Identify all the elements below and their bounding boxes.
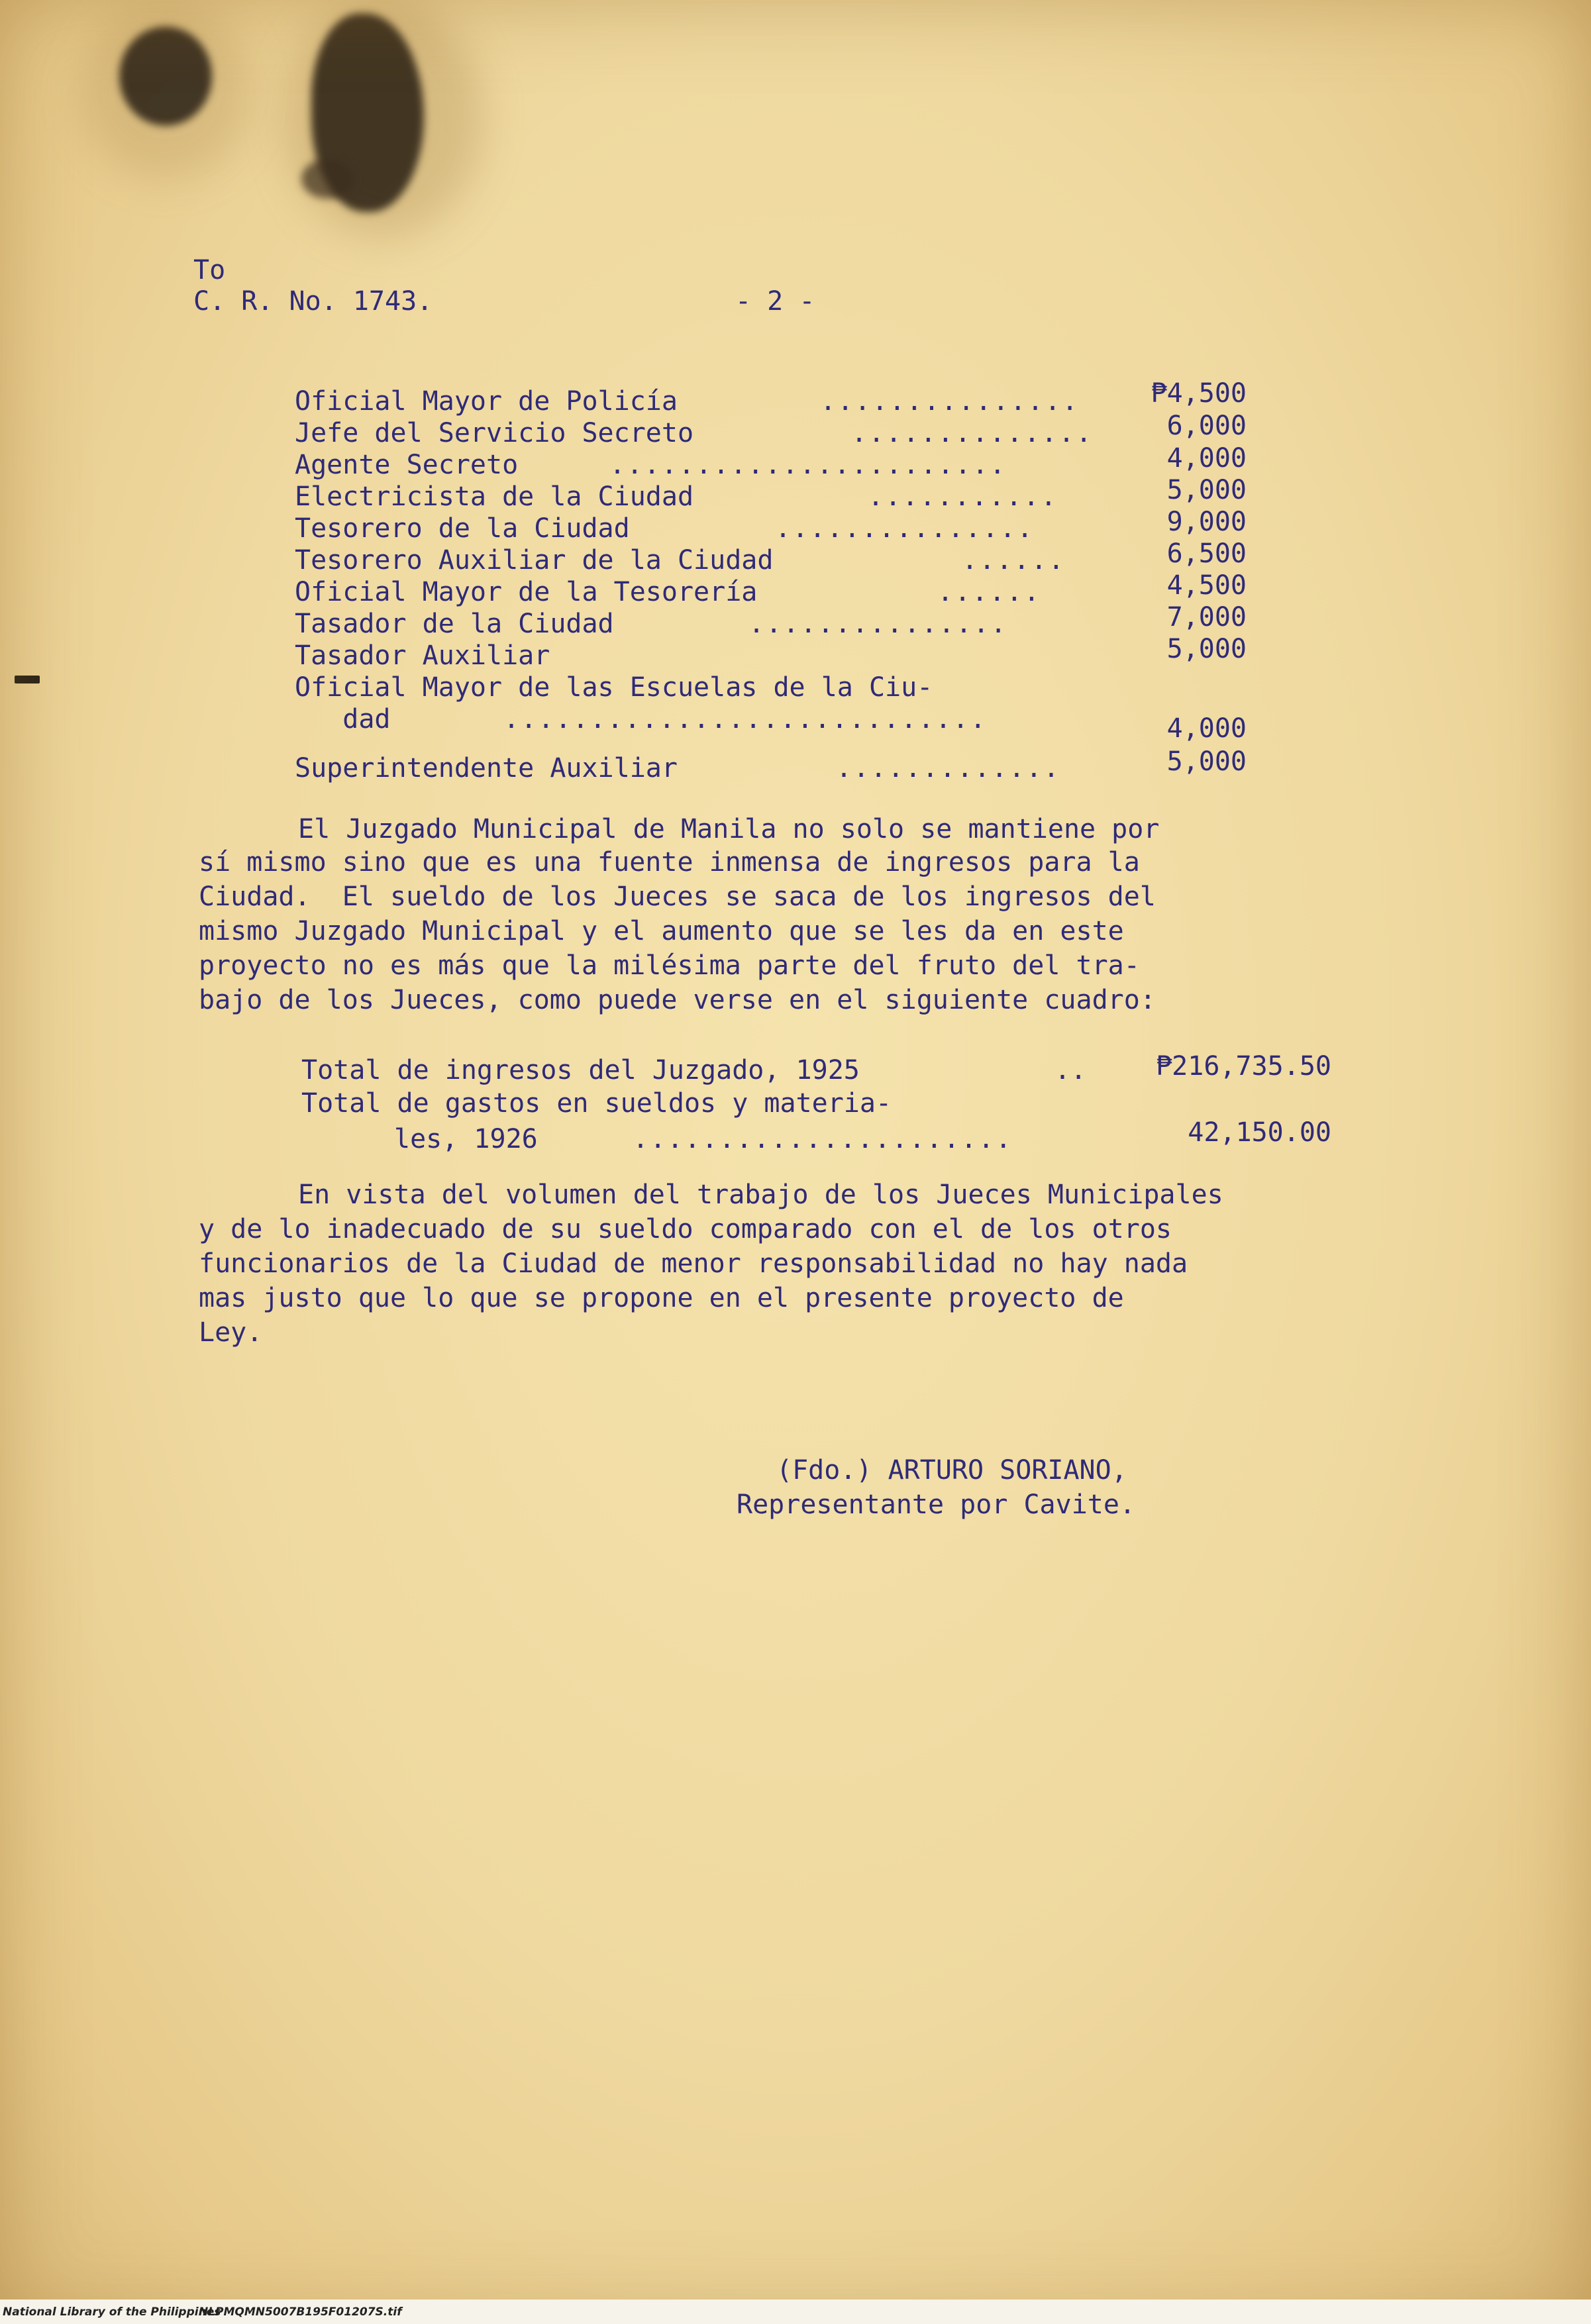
leader-dots: .............. xyxy=(851,418,1094,448)
income-label: Total de ingresos del Juzgado, 1925 xyxy=(301,1055,860,1086)
paragraph-line: Ciudad. El sueldo de los Jueces se saca de los ingresos del xyxy=(199,882,1156,912)
salary-title: Electricista de la Ciudad xyxy=(295,481,694,512)
income-amount: ₱216,735.50 xyxy=(1156,1051,1331,1082)
leader-dots: ...................... xyxy=(633,1124,1013,1154)
expense-label: Total de gastos en sueldos y materia- xyxy=(301,1088,892,1119)
salary-amount: ₱4,500 xyxy=(1151,378,1247,409)
ink-stain xyxy=(311,13,424,212)
signatory-title: Representante por Cavite. xyxy=(737,1490,1136,1520)
library-credit: National Library of the Philippines xyxy=(3,2305,221,2319)
paragraph-line: mismo Juzgado Municipal y el aumento que se les da en este xyxy=(199,916,1124,946)
salary-amount: 5,000 xyxy=(1166,746,1247,777)
leader-dots: ............... xyxy=(748,609,1008,639)
paragraph-line: sí mismo sino que es una fuente inmensa de ingresos para la xyxy=(199,847,1140,878)
salary-title: Tasador de la Ciudad xyxy=(295,609,614,639)
salary-amount: 5,000 xyxy=(1166,475,1247,505)
expense-amount: 42,150.00 xyxy=(1188,1117,1331,1148)
paragraph-line: bajo de los Jueces, como puede verse en el siguiente cuadro: xyxy=(199,985,1156,1015)
salary-title: Tesorero de la Ciudad xyxy=(295,513,630,544)
salary-amount: 7,000 xyxy=(1166,602,1247,632)
leader-dots: ............. xyxy=(836,753,1061,783)
paragraph-line: En vista del volumen del trabajo de los Jueces Municipales xyxy=(298,1180,1223,1210)
paragraph-line: mas justo que lo que se propone en el presente proyecto de xyxy=(199,1283,1124,1313)
salary-title: Agente Secreto xyxy=(295,450,519,480)
ink-stain xyxy=(301,159,354,199)
salary-title: Jefe del Servicio Secreto xyxy=(295,418,694,448)
page-number: - 2 - xyxy=(735,286,815,317)
salary-amount: 5,000 xyxy=(1166,634,1247,664)
leader-dots: ............... xyxy=(820,386,1080,417)
salary-amount: 4,000 xyxy=(1166,443,1247,474)
salary-amount: 6,500 xyxy=(1166,538,1247,569)
paragraph-line: proyecto no es más que la milésima parte del fruto del tra- xyxy=(199,950,1140,981)
leader-dots: ............................ xyxy=(503,704,988,734)
paragraph-line: funcionarios de la Ciudad de menor responsabilidad no hay nada xyxy=(199,1248,1188,1279)
salary-amount: 4,000 xyxy=(1166,713,1247,744)
salary-title: Tasador Auxiliar xyxy=(295,640,550,671)
water-stain xyxy=(285,0,484,238)
salary-amount: 4,500 xyxy=(1166,570,1247,601)
salary-title: Oficial Mayor de la Tesorería xyxy=(295,577,758,607)
salary-amount: 9,000 xyxy=(1166,507,1247,537)
water-stain xyxy=(79,7,252,179)
leader-dots: .. xyxy=(1054,1055,1087,1086)
header-to: To xyxy=(193,255,226,285)
salary-title: Tesorero Auxiliar de la Ciudad xyxy=(295,545,774,576)
paragraph-line: El Juzgado Municipal de Manila no solo se mantiene por xyxy=(298,814,1160,844)
salary-title: dad xyxy=(295,704,391,734)
salary-title: Superintendente Auxiliar xyxy=(295,753,678,783)
leader-dots: ........... xyxy=(868,481,1058,512)
salary-amount: 6,000 xyxy=(1166,411,1247,441)
header-reference: C. R. No. 1743. xyxy=(193,286,433,317)
salary-title: Oficial Mayor de Policía xyxy=(295,386,678,417)
leader-dots: ...... xyxy=(962,545,1066,576)
ink-stain xyxy=(119,26,212,126)
expense-label-continued: les, 1926 xyxy=(394,1124,538,1154)
leader-dots: ...... xyxy=(937,577,1041,607)
signatory-name: (Fdo.) ARTURO SORIANO, xyxy=(776,1455,1127,1486)
leader-dots: ............... xyxy=(775,513,1035,544)
file-identifier: NLPMQMN5007B195F01207S.tif xyxy=(199,2305,402,2319)
paragraph-line: Ley. xyxy=(199,1317,263,1348)
leader-dots: ....................... xyxy=(609,450,1007,480)
binding-mark xyxy=(15,676,40,683)
paragraph-line: y de lo inadecuado de su sueldo comparado con el de los otros xyxy=(199,1214,1172,1244)
salary-title: Oficial Mayor de las Escuelas de la Ciu- xyxy=(295,672,933,703)
